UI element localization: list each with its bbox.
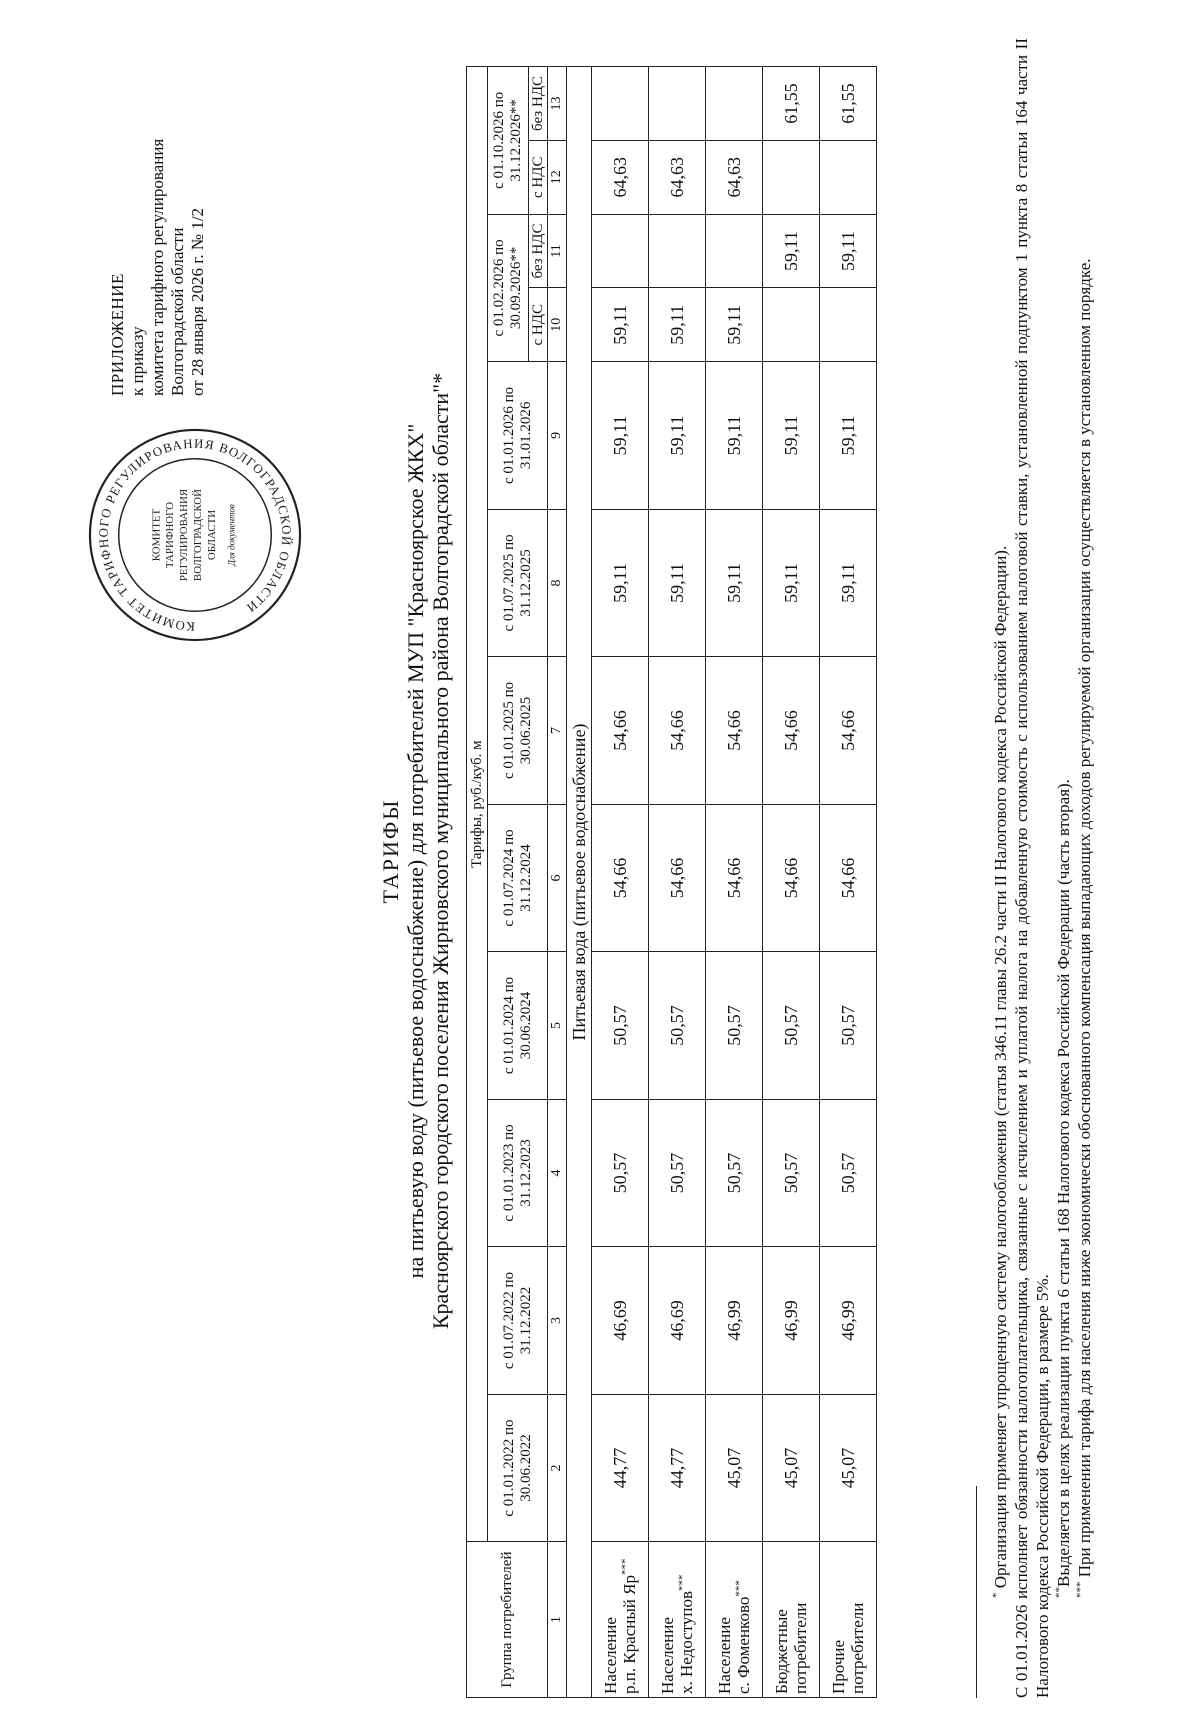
period-header: с 01.02.2026 по 30.09.2026** (488, 214, 529, 362)
tariff-value: 54,66 (706, 804, 763, 952)
consumer-group-line-1: Население (658, 1617, 677, 1694)
table-row (592, 67, 649, 1698)
tariff-value (763, 140, 820, 214)
tariff-value: 59,11 (649, 509, 706, 657)
column-number: 3 (548, 1247, 567, 1395)
tariff-value: 59,11 (649, 288, 706, 362)
consumer-group-mark: *** (619, 1558, 632, 1576)
column-number: 7 (548, 657, 567, 805)
consumer-group-cell (706, 1542, 763, 1698)
column-number: 5 (548, 952, 567, 1100)
stamp-center-line-6: Для документов (226, 504, 237, 566)
footnotes (990, 38, 1095, 1698)
footnote-1-text: Организация применяет упрощенную систему налогообложения (статья 346.11 главы 26.2 части II Налогового кодекса Российской Федерации). (991, 545, 1010, 1589)
tariff-value: 59,11 (763, 509, 820, 657)
vat-without-header: без НДС (529, 214, 548, 288)
tariff-value: 59,11 (820, 362, 877, 510)
table-row (649, 67, 706, 1698)
stamp-center-line-3: РЕГУЛИРОВАНИЯ (178, 488, 191, 582)
tariff-value: 50,57 (592, 1099, 649, 1247)
vat-with-header: с НДС (529, 288, 548, 362)
appendix-line-3: Волгоградской области (168, 227, 187, 396)
consumer-group-name: потребители (791, 1602, 810, 1694)
column-number: 2 (548, 1394, 567, 1542)
tariff-value (820, 140, 877, 214)
consumer-group-line-1: Население (715, 1617, 734, 1694)
tariff-value: 59,11 (820, 509, 877, 657)
tariff-value: 64,63 (706, 140, 763, 214)
tariff-value: 59,11 (820, 214, 877, 288)
group-header: Группа потребителей (467, 1542, 548, 1698)
consumer-group-mark: *** (676, 1574, 689, 1591)
tariff-value: 54,66 (820, 657, 877, 805)
tariffs-header: Тарифы, руб./куб. м (467, 67, 488, 1542)
tariff-value: 54,66 (649, 657, 706, 805)
consumer-group-line-1: Прочие (829, 1639, 848, 1694)
tariff-value: 54,66 (763, 657, 820, 805)
consumer-group-line-2 (791, 1545, 810, 1694)
tariff-value: 44,77 (592, 1394, 649, 1542)
appendix-block (108, 36, 208, 396)
tariff-value: 61,55 (820, 67, 877, 141)
vat-with-header: с НДС (529, 140, 548, 214)
consumer-group-line-2 (848, 1545, 867, 1694)
tariff-value: 59,11 (592, 288, 649, 362)
tariff-value: 54,66 (763, 804, 820, 952)
column-number: 13 (548, 67, 567, 141)
consumer-group-cell (763, 1542, 820, 1698)
consumer-group-line-2 (734, 1545, 753, 1694)
footnote-3-mark: *** (1074, 1581, 1087, 1598)
consumer-group-name: с. Фоменково (734, 1596, 753, 1694)
tariff-value: 59,11 (706, 509, 763, 657)
tariff-value: 44,77 (649, 1394, 706, 1542)
column-number: 1 (548, 1542, 567, 1698)
tariff-value: 45,07 (820, 1394, 877, 1542)
consumer-group-cell (649, 1542, 706, 1698)
appendix-line-2: комитета тарифного регулирования (148, 138, 167, 396)
stamp-center-line-4: ВОЛГОГРАДСКОЙ (191, 488, 204, 582)
tariff-value (592, 214, 649, 288)
stamp-center-line-5: ОБЛАСТИ (205, 509, 218, 561)
tariff-value: 50,57 (706, 952, 763, 1100)
tariff-value: 50,57 (592, 952, 649, 1100)
tariff-value: 59,11 (706, 362, 763, 510)
tariff-value: 59,11 (649, 362, 706, 510)
footnote-1-mark: * (990, 1592, 1003, 1598)
consumer-group-line-1: Бюджетные (772, 1609, 791, 1694)
section-title: Питьевая вода (питьевое водоснабжение) (567, 67, 592, 1698)
title-line-1: ТАРИФЫ (378, 798, 403, 904)
table-row (820, 67, 877, 1698)
official-stamp (86, 426, 304, 644)
footnote-1 (990, 38, 1011, 1698)
tariff-value (763, 288, 820, 362)
tariff-value: 50,57 (649, 952, 706, 1100)
tariff-value (649, 214, 706, 288)
tariff-value: 61,55 (763, 67, 820, 141)
tariff-value: 45,07 (706, 1394, 763, 1542)
tariff-value: 64,63 (592, 140, 649, 214)
appendix-line-4: от 28 января 2026 г. № 1/2 (188, 207, 207, 396)
period-header: с 01.07.2022 по 31.12.2022 (488, 1247, 548, 1395)
tariff-value: 59,11 (592, 509, 649, 657)
table-row (763, 67, 820, 1698)
footnote-3 (1074, 38, 1095, 1698)
tariff-value: 46,69 (592, 1247, 649, 1395)
period-header: с 01.01.2023 по 31.12.2023 (488, 1099, 548, 1247)
tariff-value (706, 214, 763, 288)
stamp-center-line-2: ТАРИФНОГО (164, 501, 177, 569)
consumer-group-line-2 (620, 1545, 639, 1694)
tariff-value: 50,57 (820, 1099, 877, 1247)
title-line-3: Красноярского городского поселения Жирновского муниципального района Волгоградской области"* (428, 372, 453, 1330)
consumer-group-name: х. Недоступов (677, 1590, 696, 1694)
vat-without-header: без НДС (529, 67, 548, 141)
tariff-value: 64,63 (649, 140, 706, 214)
tariff-value: 59,11 (763, 214, 820, 288)
period-header: с 01.10.2026 по 31.12.2026** (488, 67, 529, 215)
tariff-value: 59,11 (592, 362, 649, 510)
period-header: с 01.07.2025 по 31.12.2025 (488, 509, 548, 657)
title-line-2: на питьевую воду (питьевое водоснабжение) для потребителей МУП "Красноярское ЖКХ" (403, 423, 428, 1279)
column-number: 8 (548, 509, 567, 657)
consumer-group-line-1: Население (601, 1617, 620, 1694)
footnote-2-text: Выделяется в целях реализации пункта 6 статьи 168 Налогового кодекса Российской Федерации (часть вторая). (1054, 779, 1073, 1587)
tariff-value: 50,57 (820, 952, 877, 1100)
column-number: 9 (548, 362, 567, 510)
period-header: с 01.01.2024 по 30.06.2024 (488, 952, 548, 1100)
column-number: 4 (548, 1099, 567, 1247)
consumer-group-mark: *** (733, 1580, 746, 1597)
tariff-value: 50,57 (763, 952, 820, 1100)
stamp-ring-text: КОМИТЕТ ТАРИФНОГО РЕГУЛИРОВАНИЯ ВОЛГОГРАДСКОЙ ОБЛАСТИ (96, 436, 294, 634)
consumer-group-line-2 (677, 1545, 696, 1694)
footnote-1-continued: С 01.01.2026 исполняет обязанности налогоплательщика, связанные с исчислением и уплатой налога на добавленную стоимость с использованием налоговой ставки, установленной подпунктом 1 пункта 8 статьи 164 части II Налогового кодекса Российской Федерации, в размере 5%. (1012, 38, 1052, 1698)
footnote-2 (1053, 38, 1074, 1698)
appendix-title: ПРИЛОЖЕНИЕ (108, 273, 127, 396)
consumer-group-cell (592, 1542, 649, 1698)
tariff-value: 46,99 (820, 1247, 877, 1395)
tariff-value: 59,11 (706, 288, 763, 362)
tariff-value (820, 288, 877, 362)
tariff-value: 54,66 (820, 804, 877, 952)
stamp-center-line-1: КОМИТЕТ (150, 508, 163, 562)
tariff-value: 54,66 (649, 804, 706, 952)
footnote-2-mark: ** (1053, 1587, 1066, 1598)
tariff-value: 54,66 (592, 804, 649, 952)
period-header: с 01.07.2024 по 31.12.2024 (488, 804, 548, 952)
document-title (378, 126, 453, 1576)
column-number: 10 (548, 288, 567, 362)
consumer-group-cell (820, 1542, 877, 1698)
tariff-value (706, 67, 763, 141)
column-number: 6 (548, 804, 567, 952)
tariff-value: 45,07 (763, 1394, 820, 1542)
tariff-value: 54,66 (592, 657, 649, 805)
tariff-value: 46,69 (649, 1247, 706, 1395)
appendix-line-1: к приказу (128, 326, 147, 396)
tariff-value: 59,11 (763, 362, 820, 510)
tariff-value: 46,99 (706, 1247, 763, 1395)
consumer-group-name: р.п. Красный Яр (620, 1575, 639, 1694)
period-header: с 01.01.2025 по 30.06.2025 (488, 657, 548, 805)
period-header: с 01.01.2022 по 30.06.2022 (488, 1394, 548, 1542)
tariff-table (466, 66, 877, 1698)
tariff-value (649, 67, 706, 141)
column-number: 12 (548, 140, 567, 214)
period-header: с 01.01.2026 по 31.01.2026 (488, 362, 548, 510)
footnote-3-text: При применении тарифа для населения ниже экономически обоснованного компенсация выпадающих доходов регулируемой организации осуществляется в установленном порядке. (1075, 258, 1094, 1578)
consumer-group-name: потребители (848, 1602, 867, 1694)
tariff-value: 50,57 (763, 1099, 820, 1247)
column-number: 11 (548, 214, 567, 288)
tariff-value (592, 67, 649, 141)
tariff-value: 50,57 (706, 1099, 763, 1247)
tariff-value: 50,57 (649, 1099, 706, 1247)
tariff-value: 46,99 (763, 1247, 820, 1395)
tariff-value: 54,66 (706, 657, 763, 805)
footnote-divider (976, 1486, 977, 1698)
table-row (706, 67, 763, 1698)
